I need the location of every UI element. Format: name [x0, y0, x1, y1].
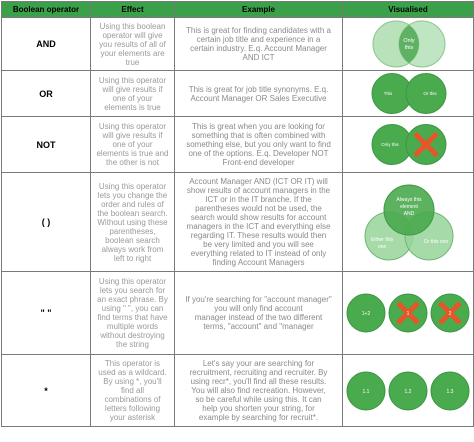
venn-circle-top	[384, 185, 434, 235]
operator-cell: AND	[2, 18, 91, 71]
example-cell	[175, 355, 343, 427]
effect-line: used as a wildcard.	[98, 368, 167, 377]
venn-label-center-2: this	[404, 45, 413, 51]
effect-cell	[91, 18, 175, 71]
row-asterisk	[2, 355, 474, 427]
circle-label-phrase: 1+2	[361, 311, 370, 317]
effect-line: parentheses,	[109, 226, 156, 236]
example-cell	[175, 173, 343, 272]
header-row	[2, 2, 474, 18]
example-line: terms, "account" and "manager	[203, 322, 314, 331]
row-parentheses	[2, 173, 474, 272]
effect-line: combinations of	[104, 395, 161, 404]
example-line: help you shorten your string, for	[202, 404, 315, 413]
visual-cell	[343, 71, 474, 117]
example-line: show results of account managers in the	[186, 186, 331, 195]
effect-line: using " ", you can	[101, 304, 164, 313]
example-line: This is great for finding candidates with a	[186, 26, 331, 35]
effect-line: Using this operator	[98, 277, 167, 286]
venn-label-top-2: element	[399, 204, 418, 210]
effect-line: elements is true	[104, 102, 161, 112]
effect-line: find terms that have	[97, 313, 168, 322]
effect-line: the boolean search.	[97, 208, 168, 218]
row-quotes	[2, 272, 474, 355]
effect-line: multiple words	[106, 322, 159, 331]
example-line: Account Manager AND (ICT OR IT) will	[189, 177, 328, 186]
effect-cell	[91, 71, 175, 117]
example-line: This is great when you are looking for	[192, 122, 325, 131]
operator-cell: NOT	[2, 117, 91, 173]
effect-line: true	[125, 57, 140, 67]
boolean-operators-table	[1, 1, 474, 427]
visual-cell	[343, 272, 474, 355]
visual-cell	[343, 117, 474, 173]
example-line: This is great for job title synonyms. E.q.	[188, 84, 329, 94]
example-line: example by searching for recruit*.	[198, 413, 319, 422]
venn-label-right: Or this	[422, 91, 437, 96]
example-line: you will only find account	[214, 304, 303, 313]
example-line: Let's say your are searching for	[202, 359, 315, 368]
circle-label-1: 1.1	[362, 388, 369, 395]
example-line: managers in the ICT and everything else	[186, 222, 331, 231]
row-not	[2, 117, 474, 173]
venn-label-left-2: one	[377, 244, 386, 250]
venn-label-top-3: AND	[403, 211, 414, 217]
effect-line: Using this operator	[98, 181, 167, 191]
effect-line: Using this operator	[98, 122, 167, 131]
venn-and-diagram	[344, 18, 473, 70]
effect-line: lets you search for	[99, 286, 166, 295]
example-line: ICT or in the IT branche. If the	[205, 195, 312, 204]
effect-line: Without using these	[97, 217, 168, 227]
effect-line: will give results if	[102, 84, 163, 94]
header-visualised: Visualised	[343, 2, 474, 18]
example-line: finding Account Managers	[212, 258, 305, 267]
venn-label-right: Or this one	[423, 239, 448, 245]
operator-cell: OR	[2, 71, 91, 117]
example-line: Account Manager OR Sales Executive	[190, 93, 327, 103]
circle-label-term-1: 1	[406, 311, 409, 317]
row-and	[2, 18, 474, 71]
row-or	[2, 71, 474, 117]
venn-label-left: Either this	[370, 237, 393, 243]
visual-cell	[343, 18, 474, 71]
example-line: something else, but you only want to find	[186, 140, 331, 149]
venn-label-top: Always this	[395, 197, 422, 203]
venn-parentheses-diagram	[344, 173, 473, 271]
operator-cell: " "	[2, 272, 91, 355]
header-operator: Boolean operator	[2, 2, 91, 18]
effect-line: you results of all of	[99, 39, 166, 49]
example-line: be very limited and you will see	[203, 240, 314, 249]
example-cell	[175, 117, 343, 173]
example-cell	[175, 272, 343, 355]
effect-line: By using *, you'll	[103, 377, 162, 386]
effect-cell	[91, 117, 175, 173]
effect-line: an exact phrase. By	[97, 295, 168, 304]
effect-line: Using this boolean	[99, 21, 166, 31]
circle-label-2: 1.2	[404, 388, 411, 395]
venn-wildcard-diagram	[344, 356, 473, 426]
venn-or-diagram	[344, 71, 473, 116]
venn-quotes-diagram	[344, 272, 473, 354]
operator-cell: *	[2, 355, 91, 427]
effect-cell	[91, 272, 175, 355]
effect-line: lets you change the	[97, 190, 168, 200]
venn-label-left: Only this	[380, 142, 399, 147]
effect-line: operator will give	[102, 30, 163, 40]
effect-line: boolean search	[105, 235, 160, 245]
example-line: If you're searching for "account manager"	[185, 295, 332, 304]
visual-cell	[343, 173, 474, 272]
effect-cell	[91, 355, 175, 427]
effect-line: your asterisk	[109, 413, 156, 422]
example-line: so be careful while using this. It can	[195, 395, 322, 404]
effect-line: elements is true and	[96, 149, 169, 158]
example-line: everything related to IT instead of only	[190, 249, 327, 258]
example-line: recruitment, recruiting and recruiter. By	[189, 368, 328, 377]
effect-line: find all	[120, 386, 145, 395]
operator-cell: ( )	[2, 173, 91, 272]
example-line: certain job title and experience in a	[196, 35, 321, 44]
example-line: regarding IT. These results would then	[190, 231, 327, 240]
effect-line: will give results if	[102, 131, 163, 140]
effect-line: Using this operator	[98, 75, 167, 85]
example-cell	[175, 71, 343, 117]
example-line: AND ICT	[242, 53, 275, 62]
venn-label-center: Only	[402, 38, 415, 44]
header-effect: Effect	[91, 2, 175, 18]
example-line: something that is often combined with	[191, 131, 326, 140]
example-line: You will also find recreation. However,	[191, 386, 326, 395]
example-line: one of the options. E.q. Developer NOT	[188, 149, 329, 158]
effect-line: the string	[116, 340, 149, 349]
circle-label-term-2: 2	[448, 311, 451, 317]
effect-line: without destroying	[100, 331, 165, 340]
example-line: search would show results for account	[190, 213, 327, 222]
visual-cell	[343, 355, 474, 427]
example-line: manager instead of the two different	[194, 313, 323, 322]
venn-label-left: This	[383, 91, 392, 96]
effect-line: always work from	[101, 244, 164, 254]
circle-label-3: 1.3	[446, 388, 453, 395]
example-line: parentheses would not be used, the	[195, 204, 322, 213]
example-line: Front-end developer	[222, 158, 295, 167]
effect-line: This operator is	[104, 359, 161, 368]
effect-line: one of your	[112, 140, 153, 149]
effect-line: letters following	[104, 404, 161, 413]
effect-line: order and rules of	[101, 199, 164, 209]
effect-line: left to right	[113, 253, 152, 263]
effect-line: one of your	[112, 93, 153, 103]
example-cell	[175, 18, 343, 71]
example-line: using recr*, you'll find all these results.	[190, 377, 327, 386]
venn-not-diagram	[344, 117, 473, 172]
example-line: certain industry. E.q. Account Manager	[190, 44, 327, 53]
effect-cell	[91, 173, 175, 272]
effect-line: your elements are	[100, 48, 165, 58]
effect-line: the other is not	[106, 158, 159, 167]
header-example: Example	[175, 2, 343, 18]
